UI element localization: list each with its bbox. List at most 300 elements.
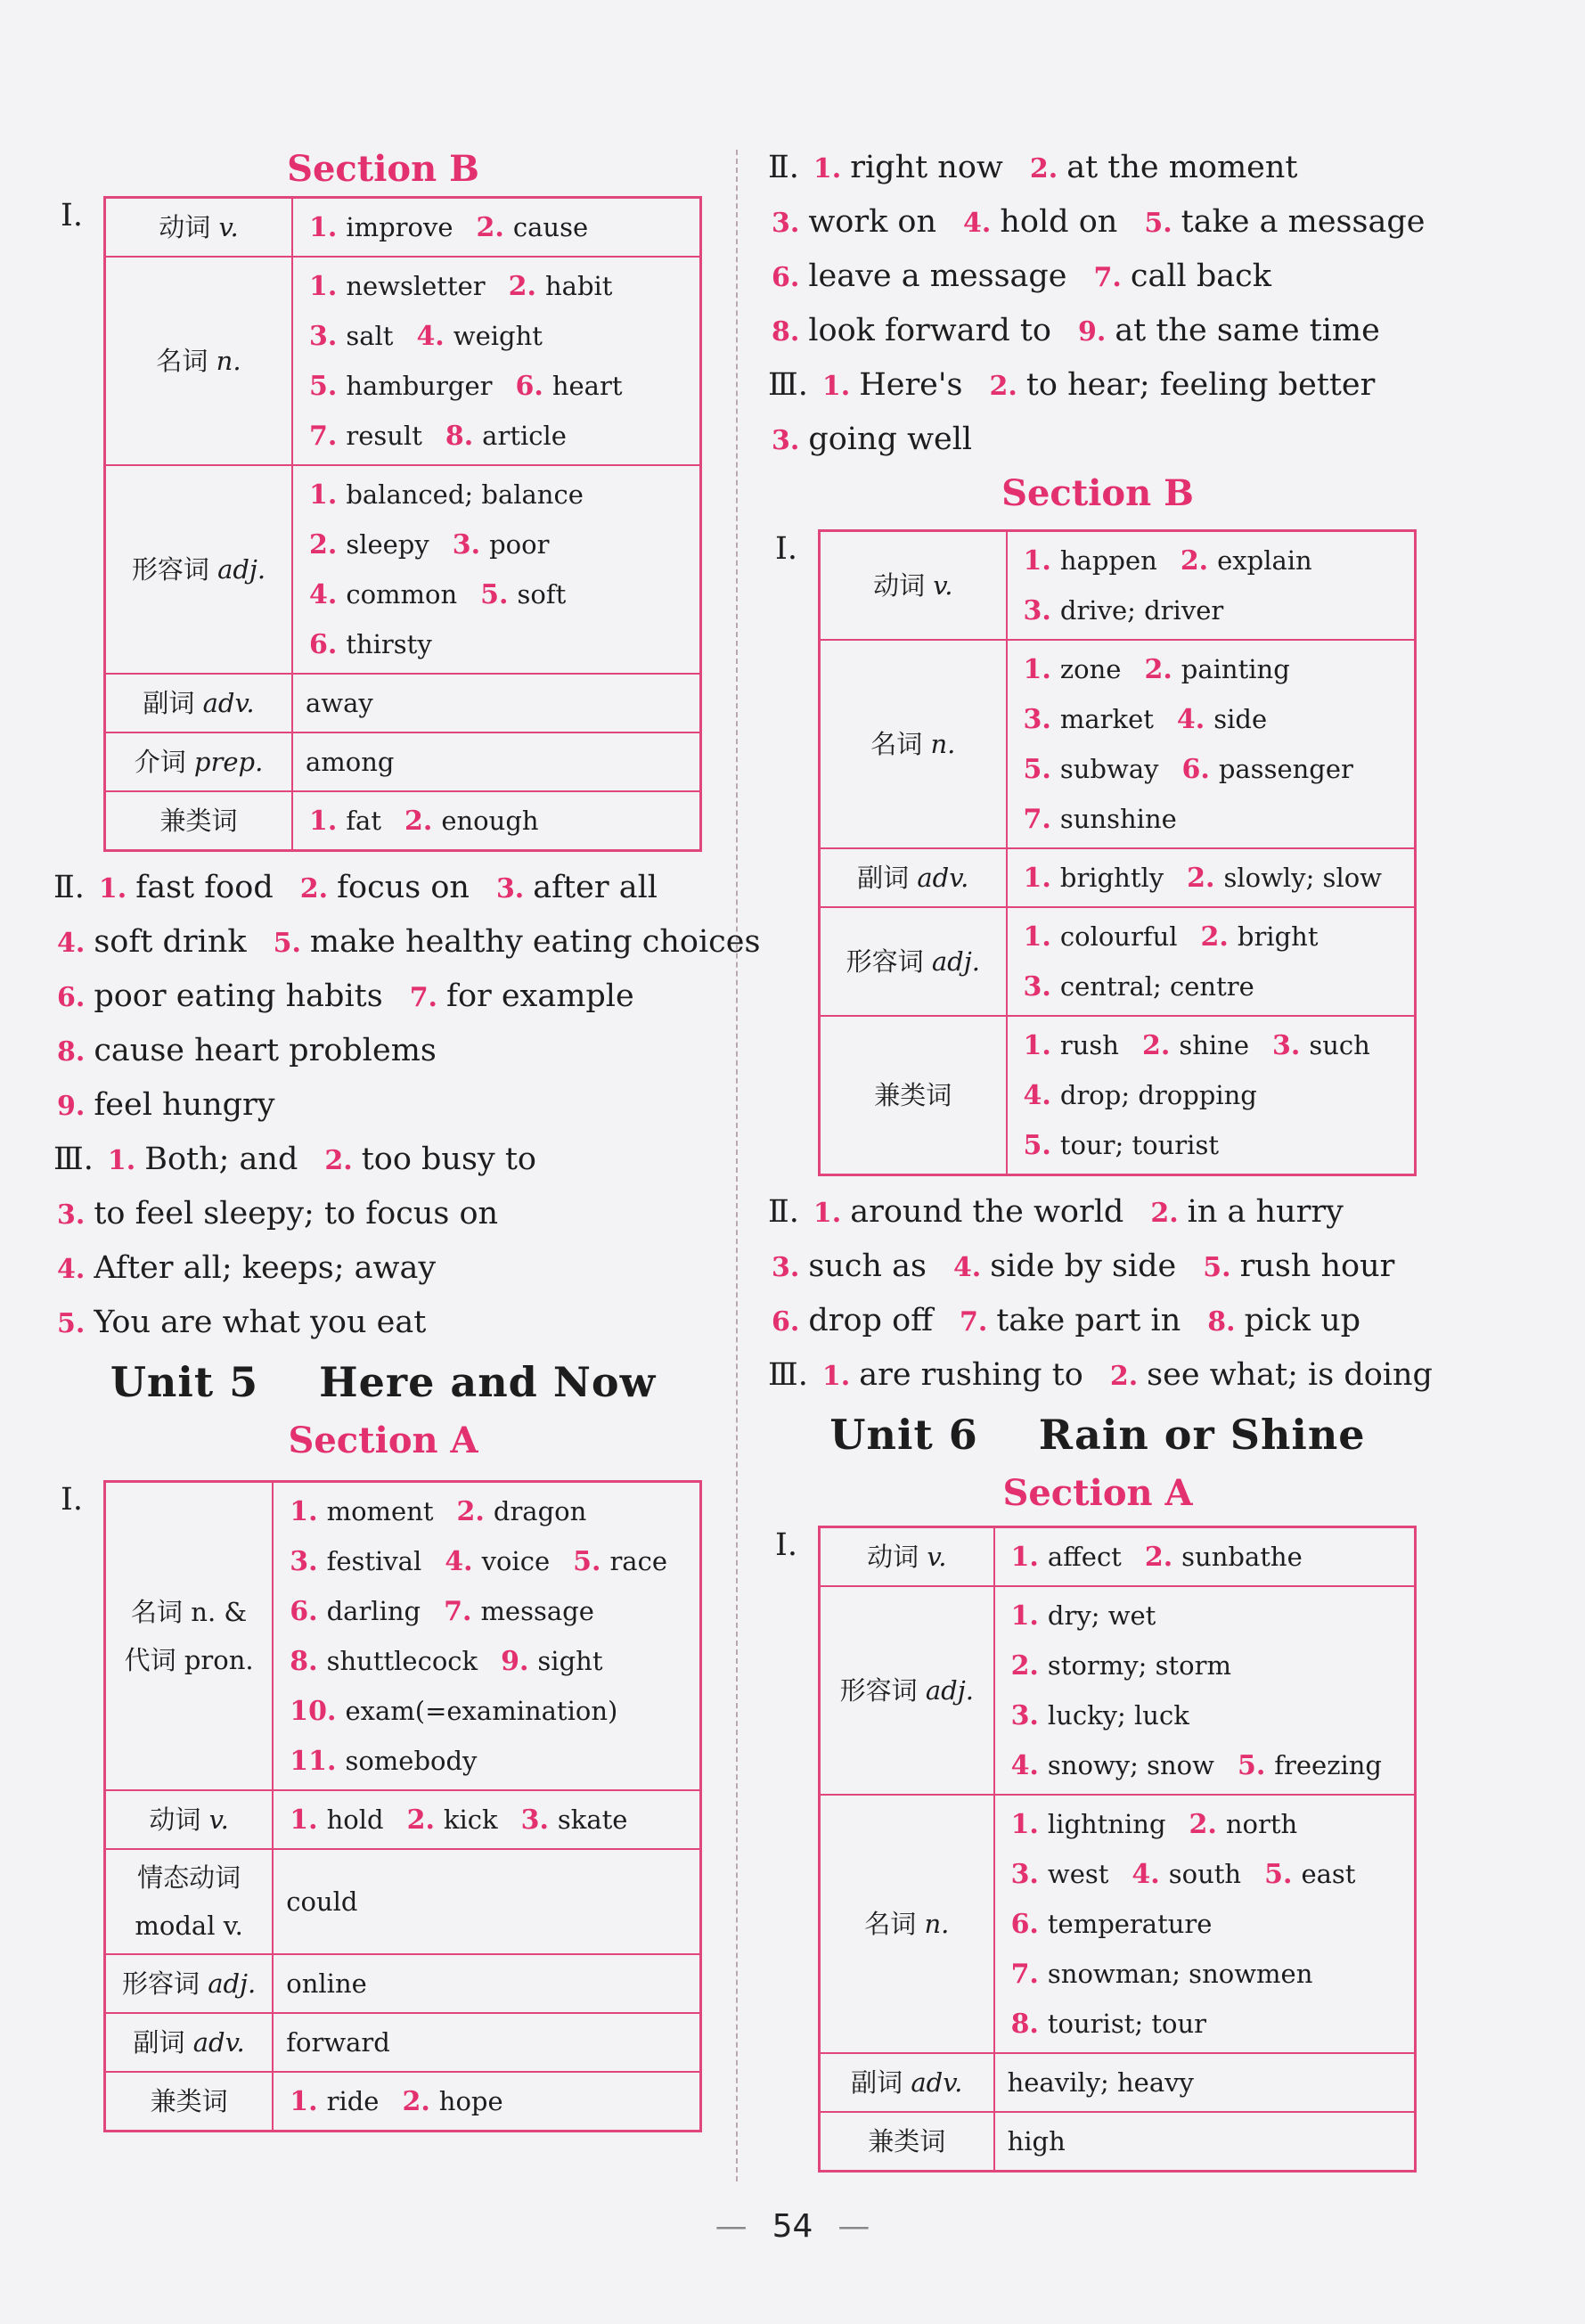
item-text: dragon <box>493 1496 587 1526</box>
category-label: 动词 <box>873 570 926 601</box>
answer-line <box>768 413 1427 467</box>
answer-line <box>1008 2116 1401 2166</box>
item-text: around the world <box>850 1194 1124 1230</box>
answer-line <box>1008 1799 1401 1849</box>
item-text: make healthy eating choices <box>309 924 761 960</box>
right-column <box>768 141 1433 2173</box>
category-abbr: adj. <box>931 946 980 977</box>
item-number: 6. <box>290 1596 318 1627</box>
item-text: soft <box>517 579 567 610</box>
answers-cell <box>292 257 701 465</box>
roman-numeral: Ⅲ. <box>768 367 808 403</box>
table-row <box>105 791 701 851</box>
item-text: freezing <box>1274 1750 1382 1780</box>
item-text: affect <box>1047 1542 1122 1572</box>
item-number: 2. <box>1144 654 1172 685</box>
answer-line <box>768 195 1427 250</box>
category-abbr: v. <box>208 1804 229 1835</box>
roman-numeral: Ⅰ. <box>775 1527 797 1563</box>
answer-line <box>768 1294 1427 1348</box>
item-number: 1. <box>1010 1809 1039 1840</box>
item-number: 3. <box>1010 1700 1039 1731</box>
item-number: 5. <box>1237 1750 1266 1781</box>
item-number: 8. <box>772 316 800 348</box>
item-number: 2. <box>1200 921 1229 953</box>
answers-cell <box>292 465 701 674</box>
item-number: 2. <box>404 806 433 837</box>
answer-line <box>1020 794 1401 844</box>
item-text: weight <box>453 321 543 351</box>
item-text: dry; wet <box>1047 1600 1156 1631</box>
answer-line <box>53 1187 713 1241</box>
item-text: common <box>346 579 458 610</box>
vocab-table <box>818 1526 1417 2173</box>
category-label: 形容词 <box>839 1675 918 1706</box>
item-number: 2. <box>402 2086 430 2117</box>
item-text: poor <box>489 529 550 560</box>
answers-cell <box>994 1795 1416 2053</box>
category-abbr: adv. <box>911 2067 963 2098</box>
category-cell <box>105 791 293 851</box>
table-row <box>105 2072 701 2132</box>
answer-line <box>1020 1070 1401 1120</box>
item-number: 6. <box>772 1306 800 1338</box>
item-text: lightning <box>1047 1809 1166 1839</box>
item-number: 2. <box>309 529 338 561</box>
item-text: tourist; tour <box>1047 2009 1206 2039</box>
item-number: 2. <box>324 1145 353 1176</box>
item-text: sunshine <box>1059 804 1177 834</box>
item-text: kick <box>443 1804 498 1835</box>
item-number: 1. <box>1010 1600 1039 1632</box>
table-row <box>105 2013 701 2072</box>
footer-dash: — <box>715 2208 748 2245</box>
item-number: 3. <box>520 1804 549 1836</box>
category-abbr: n. <box>924 1909 950 1939</box>
item-number: 1. <box>813 1198 842 1229</box>
item-text: improve <box>346 212 453 242</box>
item-number: 10. <box>290 1696 337 1727</box>
item-text: voice <box>481 1546 551 1576</box>
answer-line <box>1008 1591 1401 1641</box>
item-number: 4. <box>1023 1080 1051 1111</box>
vocab-table <box>103 1480 702 2132</box>
answer-line <box>286 1736 687 1786</box>
answer-line <box>1008 1532 1401 1582</box>
answers-cell <box>1007 907 1416 1016</box>
item-number: 2. <box>406 1804 435 1836</box>
answers-cell <box>994 1527 1416 1587</box>
answer-line <box>768 1240 1427 1294</box>
answer-line <box>768 1185 1427 1240</box>
item-number: 2. <box>1187 863 1215 894</box>
item-number: 8. <box>290 1646 318 1677</box>
item-number: 9. <box>501 1646 529 1677</box>
item-text: online <box>286 1968 367 1999</box>
item-text: message <box>480 1596 594 1626</box>
answer-line <box>768 1348 1433 1403</box>
item-text: brightly <box>1059 863 1164 893</box>
item-number: 1. <box>107 1145 136 1176</box>
item-text: feel hungry <box>94 1087 275 1123</box>
item-number: 11. <box>290 1746 337 1777</box>
roman-numeral: Ⅰ. <box>61 198 83 233</box>
item-number: 1. <box>821 1361 851 1392</box>
category-label: 兼类词 <box>159 806 238 836</box>
item-text: exam(=examination) <box>345 1696 618 1726</box>
category-label: 副词 <box>857 863 910 893</box>
item-text: high <box>1007 2126 1066 2156</box>
page-number-footer <box>0 2208 1585 2245</box>
answer-line <box>306 470 687 520</box>
category-label: 副词 <box>143 688 195 718</box>
answer-line <box>768 358 1427 413</box>
item-text: to hear; feeling better <box>1025 367 1376 403</box>
item-number: 3. <box>495 873 525 904</box>
item-number: 2. <box>1150 1198 1179 1229</box>
item-text: rush hour <box>1239 1248 1395 1284</box>
item-number: 2. <box>299 873 329 904</box>
item-number: 1. <box>290 2086 318 2117</box>
answer-line <box>1020 962 1401 1011</box>
answers-cell <box>1007 1016 1416 1175</box>
category-abbr: v. <box>218 212 239 242</box>
item-text: going well <box>808 421 973 457</box>
item-text: poor eating habits <box>94 978 383 1014</box>
section-title: Section A <box>288 1420 478 1461</box>
answer-line <box>306 569 687 619</box>
answer-line <box>1020 744 1401 794</box>
item-number: 2. <box>1141 1030 1171 1061</box>
roman-numeral: Ⅰ. <box>775 531 797 567</box>
answer-line <box>1008 2058 1401 2107</box>
category-cell <box>105 257 293 465</box>
item-number: 5. <box>1023 1130 1051 1161</box>
item-text: lucky; luck <box>1047 1700 1189 1731</box>
item-text: call back <box>1130 258 1271 294</box>
item-number: 6. <box>1181 754 1210 785</box>
item-text: such <box>1309 1030 1370 1060</box>
item-text: moment <box>326 1496 434 1526</box>
answer-line <box>1020 694 1401 744</box>
left-column <box>53 143 761 2132</box>
answer-line <box>1008 1999 1401 2049</box>
answer-line <box>1020 644 1401 694</box>
item-text: drop off <box>808 1303 934 1338</box>
answers-cell <box>273 1849 700 1954</box>
item-number: 3. <box>452 529 481 561</box>
item-text: thirsty <box>346 629 432 659</box>
answer-line <box>286 2017 687 2067</box>
answer-line <box>1008 1899 1401 1949</box>
item-number: 4. <box>309 579 338 610</box>
item-text: hamburger <box>346 371 493 401</box>
item-text: central; centre <box>1059 971 1254 1002</box>
item-text: west <box>1047 1859 1109 1889</box>
category-abbr: v. <box>933 570 953 601</box>
item-number: 5. <box>573 1546 601 1577</box>
item-text: hold on <box>1000 204 1118 240</box>
item-number: 1. <box>1023 654 1051 685</box>
item-text: shuttlecock <box>326 1646 478 1676</box>
page-number: 54 <box>772 2208 813 2245</box>
unit-title: Unit 5 Here and Now <box>110 1358 657 1406</box>
item-text: east <box>1301 1859 1356 1889</box>
item-number: 1. <box>1023 545 1051 577</box>
table-row <box>105 257 701 465</box>
item-text: rush <box>1059 1030 1119 1060</box>
answer-line <box>286 1686 687 1736</box>
answer-line <box>286 2076 687 2126</box>
table-row <box>105 1482 701 1791</box>
item-text: happen <box>1059 545 1157 576</box>
item-number: 4. <box>57 928 86 959</box>
item-number: 5. <box>273 928 301 959</box>
item-text: painting <box>1181 654 1290 684</box>
category-cell <box>105 465 293 674</box>
category-cell <box>820 1795 994 2053</box>
category-cell <box>820 1586 994 1795</box>
category-cell <box>820 2053 994 2112</box>
answer-line <box>306 796 687 846</box>
item-text: Here's <box>859 367 963 403</box>
item-number: 4. <box>1176 704 1205 735</box>
item-number: 7. <box>309 421 338 452</box>
roman-numeral: Ⅲ. <box>768 1357 808 1393</box>
category-label: 动词 <box>159 212 211 242</box>
roman-numeral: Ⅱ. <box>768 1194 799 1230</box>
answer-line <box>1020 1020 1401 1070</box>
category-abbr: adv. <box>917 863 969 893</box>
item-number: 7. <box>1010 1959 1039 1990</box>
vocab-table-block <box>768 529 1427 1176</box>
answer-line <box>286 1877 687 1927</box>
category-label: 名词 <box>870 729 923 759</box>
table-row <box>820 2112 1416 2172</box>
item-number: 1. <box>290 1496 318 1527</box>
answer-line <box>306 520 687 569</box>
category-abbr: adv. <box>192 2027 245 2058</box>
item-number: 1. <box>309 479 338 511</box>
table-row <box>820 1016 1416 1175</box>
item-number: 4. <box>57 1254 86 1285</box>
item-number: 1. <box>309 271 338 302</box>
answer-line <box>286 1586 687 1636</box>
answers-cell <box>994 1586 1416 1795</box>
category-abbr: n. <box>930 729 956 759</box>
item-text: slowly; slow <box>1223 863 1382 893</box>
item-number: 5. <box>480 579 509 610</box>
item-number: 3. <box>1023 704 1051 735</box>
item-number: 4. <box>1132 1859 1160 1890</box>
item-number: 7. <box>444 1596 472 1627</box>
item-text: enough <box>441 806 539 836</box>
table-row <box>105 198 701 258</box>
item-text: take part in <box>996 1303 1181 1338</box>
answer-line <box>306 411 687 461</box>
item-text: fast food <box>135 870 274 905</box>
item-number: 2. <box>1029 153 1058 184</box>
answers-cell <box>273 1790 700 1849</box>
answer-line <box>306 619 687 669</box>
item-text: temperature <box>1047 1909 1213 1939</box>
answers-cell <box>292 791 701 851</box>
item-number: 7. <box>409 982 438 1013</box>
item-number: 3. <box>309 321 338 352</box>
table-row <box>820 640 1416 848</box>
item-text: in a hurry <box>1187 1194 1344 1230</box>
section-title: Section B <box>1001 472 1194 514</box>
category-label: 形容词 <box>846 946 924 977</box>
item-number: 1. <box>309 806 338 837</box>
category-cell <box>105 1954 274 2013</box>
item-text: leave a message <box>808 258 1067 294</box>
answer-line <box>53 861 713 915</box>
item-text: newsletter <box>346 271 486 301</box>
table-row <box>105 465 701 674</box>
item-number: 1. <box>813 153 842 184</box>
item-text: snowy; snow <box>1047 1750 1214 1780</box>
column-divider <box>736 150 738 2181</box>
table-row <box>105 732 701 791</box>
answer-line <box>1020 1120 1401 1170</box>
category-label: 名词 <box>156 346 208 376</box>
answer-line <box>306 261 687 311</box>
answer-line <box>768 141 1427 195</box>
table-row <box>105 674 701 732</box>
item-text: tour; tourist <box>1059 1130 1219 1160</box>
item-text: too busy to <box>361 1142 536 1177</box>
category-abbr: adj. <box>217 554 266 585</box>
roman-numeral: Ⅱ. <box>768 150 799 185</box>
item-text: south <box>1168 1859 1242 1889</box>
table-row <box>820 531 1416 641</box>
answers-cell <box>273 1482 700 1791</box>
answer-line <box>53 1133 713 1187</box>
item-number: 3. <box>57 1199 86 1231</box>
category-label: 副词 <box>133 2027 185 2058</box>
item-number: 1. <box>821 371 851 402</box>
answer-line <box>286 1536 687 1586</box>
item-number: 2. <box>1180 545 1209 577</box>
item-number: 7. <box>1093 262 1122 293</box>
item-text: stormy; storm <box>1047 1650 1231 1681</box>
item-text: salt <box>346 321 394 351</box>
section-title: Section B <box>287 148 479 190</box>
category-label: 形容词 <box>131 554 209 585</box>
roman-numeral: Ⅰ. <box>61 1482 83 1518</box>
item-number: 6. <box>1010 1909 1039 1940</box>
answer-line <box>306 311 687 361</box>
item-text: are rushing to <box>859 1357 1083 1393</box>
item-number: 5. <box>309 371 338 402</box>
item-number: 6. <box>515 371 543 402</box>
answers-cell <box>1007 640 1416 848</box>
item-number: 3. <box>1010 1859 1039 1890</box>
item-text: explain <box>1217 545 1312 576</box>
category-abbr: adv. <box>202 688 255 718</box>
item-number: 3. <box>290 1546 318 1577</box>
category-label: 兼类词 <box>868 2126 946 2156</box>
item-text: among <box>306 747 395 777</box>
category-cell <box>820 907 1007 1016</box>
answer-line <box>1008 1641 1401 1690</box>
category-label: 名词 n. & <box>131 1597 248 1627</box>
item-text: subway <box>1059 754 1159 784</box>
item-number: 4. <box>952 1252 982 1283</box>
item-text: darling <box>326 1596 421 1626</box>
item-number: 5. <box>1023 754 1051 785</box>
roman-numeral: Ⅱ. <box>53 870 85 905</box>
category-label: 动词 <box>867 1542 919 1572</box>
item-number: 5. <box>1203 1252 1231 1283</box>
item-number: 6. <box>57 982 86 1013</box>
answer-line <box>1020 585 1401 635</box>
item-text: north <box>1225 1809 1298 1839</box>
item-number: 5. <box>57 1308 86 1339</box>
vocab-table-block <box>53 196 713 852</box>
item-number: 2. <box>1010 1650 1039 1682</box>
category-abbr: n. <box>216 346 241 376</box>
item-text: colourful <box>1059 921 1178 952</box>
category-abbr: v. <box>927 1542 947 1572</box>
item-text: for example <box>446 978 634 1014</box>
item-text: cause heart problems <box>94 1033 437 1068</box>
answer-lines <box>768 1185 1433 1403</box>
item-text: habit <box>544 271 613 301</box>
item-number: 1. <box>1023 1030 1051 1061</box>
item-text: cause <box>512 212 589 242</box>
item-text: passenger <box>1218 754 1353 784</box>
item-number: 1. <box>1010 1542 1039 1573</box>
item-number: 2. <box>1189 1809 1217 1840</box>
item-text: article <box>482 421 567 451</box>
category-cell <box>105 674 293 732</box>
item-text: balanced; balance <box>346 479 584 510</box>
item-text: focus on <box>337 870 470 905</box>
table-row <box>105 1849 701 1954</box>
item-number: 6. <box>772 262 800 293</box>
category-abbr: prep. <box>193 747 264 777</box>
item-number: 8. <box>1207 1306 1236 1338</box>
answer-line <box>53 915 761 970</box>
item-text: side <box>1213 704 1268 734</box>
item-number: 8. <box>445 421 474 452</box>
item-text: bright <box>1237 921 1319 952</box>
category-cell <box>820 531 1007 641</box>
answer-line <box>53 970 713 1024</box>
answers-cell <box>273 2013 700 2072</box>
category-cell <box>105 2013 274 2072</box>
roman-numeral: Ⅲ. <box>53 1142 94 1177</box>
answers-cell <box>273 2072 700 2132</box>
item-number: 8. <box>57 1036 86 1068</box>
item-text: see what; is doing <box>1147 1357 1433 1393</box>
category-label: 副词 <box>851 2067 903 2098</box>
category-cell <box>105 1790 274 1849</box>
item-number: 1. <box>1023 863 1051 894</box>
category-label: 情态动词 <box>137 1862 241 1893</box>
category-label-2: modal v. <box>135 1911 243 1941</box>
table-row <box>820 2053 1416 2112</box>
answer-line <box>306 361 687 411</box>
item-text: Both; and <box>144 1142 298 1177</box>
answer-line <box>286 1636 687 1686</box>
item-text: take a message <box>1181 204 1426 240</box>
category-label: 名词 <box>864 1909 917 1939</box>
item-text: right now <box>850 150 1003 185</box>
category-cell <box>820 640 1007 848</box>
